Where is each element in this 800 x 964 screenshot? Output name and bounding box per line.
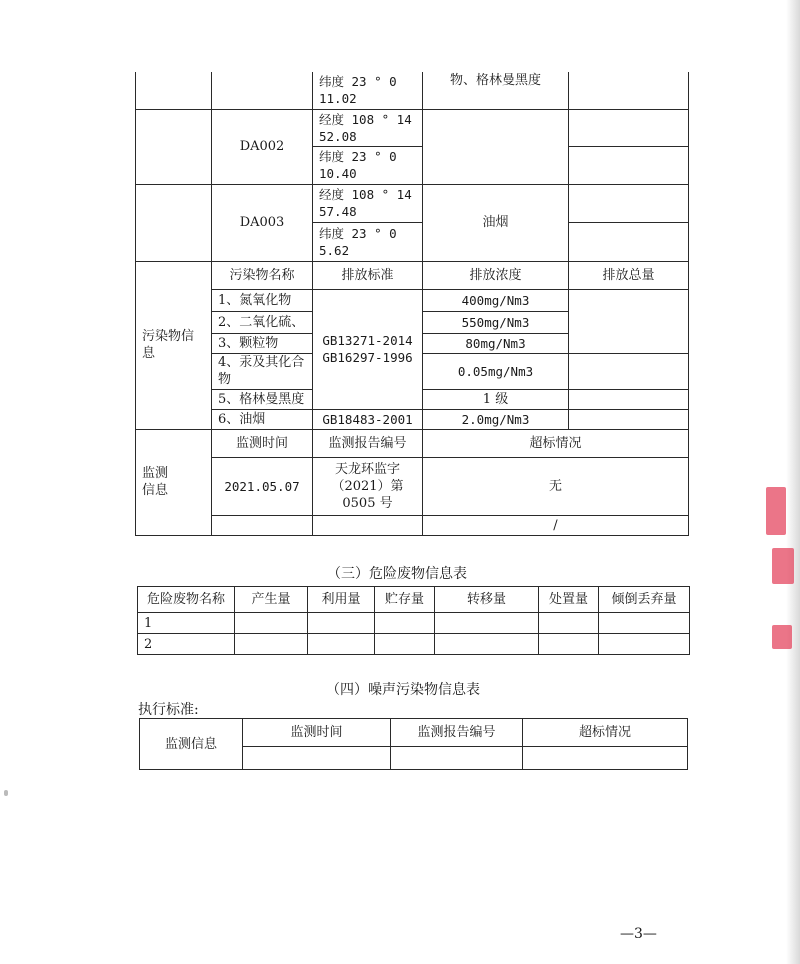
pollutant-total-empty — [569, 409, 689, 429]
continued-empty-cell — [569, 72, 689, 109]
waste-row-index: 1 — [138, 613, 235, 634]
table-cell — [235, 634, 308, 655]
hazardous-waste-title: （三）危险废物信息表 — [327, 566, 467, 582]
noise-table — [139, 718, 688, 770]
continued-outlet-cell — [212, 72, 313, 109]
noise-title: （四）噪声污染物信息表 — [326, 682, 480, 698]
table-cell — [375, 634, 435, 655]
pollutant-standard-2: GB18483-2001 — [313, 409, 423, 429]
pollutant-concentration: 2.0mg/Nm3 — [423, 409, 569, 429]
pollutant-name: 5、格林曼黑度 — [212, 389, 313, 409]
pollutant-total-empty — [569, 389, 689, 409]
monitoring-empty-report — [313, 515, 423, 535]
monitoring-header-date: 监测时间 — [212, 429, 313, 457]
red-stamp-fragment — [772, 548, 794, 584]
monitoring-date: 2021.05.07 — [212, 457, 313, 515]
noise-header-exceed: 超标情况 — [523, 719, 688, 747]
monitoring-header-exceed: 超标情况 — [423, 429, 689, 457]
pollutant-name: 6、油烟 — [212, 409, 313, 429]
table-cell — [599, 613, 690, 634]
outlet-longitude: 经度 108 ° 14 52.08 — [313, 109, 423, 146]
pollutant-name: 2、二氧化硫、 — [212, 311, 313, 333]
outlet-section-cell — [136, 184, 212, 261]
outlet-id: DA002 — [212, 109, 313, 184]
scan-speck — [4, 790, 8, 796]
outlet-pollutant — [423, 109, 569, 184]
waste-header-utilized: 利用量 — [308, 587, 375, 613]
monitoring-header-report: 监测报告编号 — [313, 429, 423, 457]
outlet-pollutant: 油烟 — [423, 184, 569, 261]
table-cell — [523, 747, 688, 770]
waste-header-dumped: 倾倒丢弃量 — [599, 587, 690, 613]
noise-standard-label: 执行标准: — [138, 702, 199, 718]
pollutant-concentration: 0.05mg/Nm3 — [423, 353, 569, 389]
red-stamp-fragment — [766, 487, 786, 535]
pollutant-header-concentration: 排放浓度 — [423, 261, 569, 289]
monitoring-section-label: 监测 信息 — [136, 429, 212, 535]
outlet-section-cell — [136, 109, 212, 184]
table-cell — [235, 613, 308, 634]
noise-header-report: 监测报告编号 — [391, 719, 523, 747]
outlet-id: DA003 — [212, 184, 313, 261]
noise-header-date: 监测时间 — [243, 719, 391, 747]
hazardous-waste-table — [137, 586, 690, 655]
outlet-longitude: 经度 108 ° 14 57.48 — [313, 184, 423, 222]
table-cell — [308, 634, 375, 655]
scan-edge-shadow — [786, 0, 800, 964]
waste-header-name: 危险废物名称 — [138, 587, 235, 613]
pollutant-standards: GB13271-2014 GB16297-1996 — [313, 289, 423, 409]
table-cell — [599, 634, 690, 655]
red-stamp-fragment — [772, 625, 792, 649]
pollutant-concentration: 80mg/Nm3 — [423, 333, 569, 353]
table-cell — [391, 747, 523, 770]
waste-header-disposed: 处置量 — [539, 587, 599, 613]
continued-section-cell — [136, 72, 212, 109]
waste-header-transferred: 转移量 — [435, 587, 539, 613]
outlet-latitude: 纬度 23 ° 0 5.62 — [313, 222, 423, 261]
pollutant-concentration: 400mg/Nm3 — [423, 289, 569, 311]
table-cell — [435, 634, 539, 655]
pollutant-name: 1、氮氧化物 — [212, 289, 313, 311]
pollutant-header-name: 污染物名称 — [212, 261, 313, 289]
outlet-empty-cell — [569, 109, 689, 146]
pollutant-section-label: 污染物信 息 — [136, 261, 212, 429]
waste-header-stored: 贮存量 — [375, 587, 435, 613]
pollutant-concentration: 1 级 — [423, 389, 569, 409]
table-cell — [435, 613, 539, 634]
table-cell — [539, 613, 599, 634]
pollutant-name: 3、颗粒物 — [212, 333, 313, 353]
pollutant-header-total: 排放总量 — [569, 261, 689, 289]
main-info-table — [135, 72, 689, 536]
pollutant-header-standard: 排放标准 — [313, 261, 423, 289]
waste-header-produced: 产生量 — [235, 587, 308, 613]
noise-row-label: 监测信息 — [140, 719, 243, 770]
outlet-empty-cell — [569, 184, 689, 222]
monitoring-report-number: 天龙环监字 （2021）第 0505 号 — [313, 457, 423, 515]
outlet-empty-cell — [569, 222, 689, 261]
pollutant-total-empty — [569, 353, 689, 389]
continued-pollutant: 物、格林曼黑度 — [423, 72, 569, 109]
table-cell — [375, 613, 435, 634]
page-number: —3— — [620, 926, 657, 942]
monitoring-empty-exceed: / — [423, 515, 689, 535]
continued-latitude: 纬度 23 ° 0 11.02 — [313, 72, 423, 109]
pollutant-total-empty — [569, 289, 689, 353]
outlet-latitude: 纬度 23 ° 0 10.40 — [313, 146, 423, 184]
outlet-empty-cell — [569, 146, 689, 184]
monitoring-exceed: 无 — [423, 457, 689, 515]
table-cell — [243, 747, 391, 770]
table-cell — [539, 634, 599, 655]
pollutant-name: 4、汞及其化合 物 — [212, 353, 313, 389]
table-cell — [308, 613, 375, 634]
pollutant-concentration: 550mg/Nm3 — [423, 311, 569, 333]
waste-row-index: 2 — [138, 634, 235, 655]
monitoring-empty-date — [212, 515, 313, 535]
